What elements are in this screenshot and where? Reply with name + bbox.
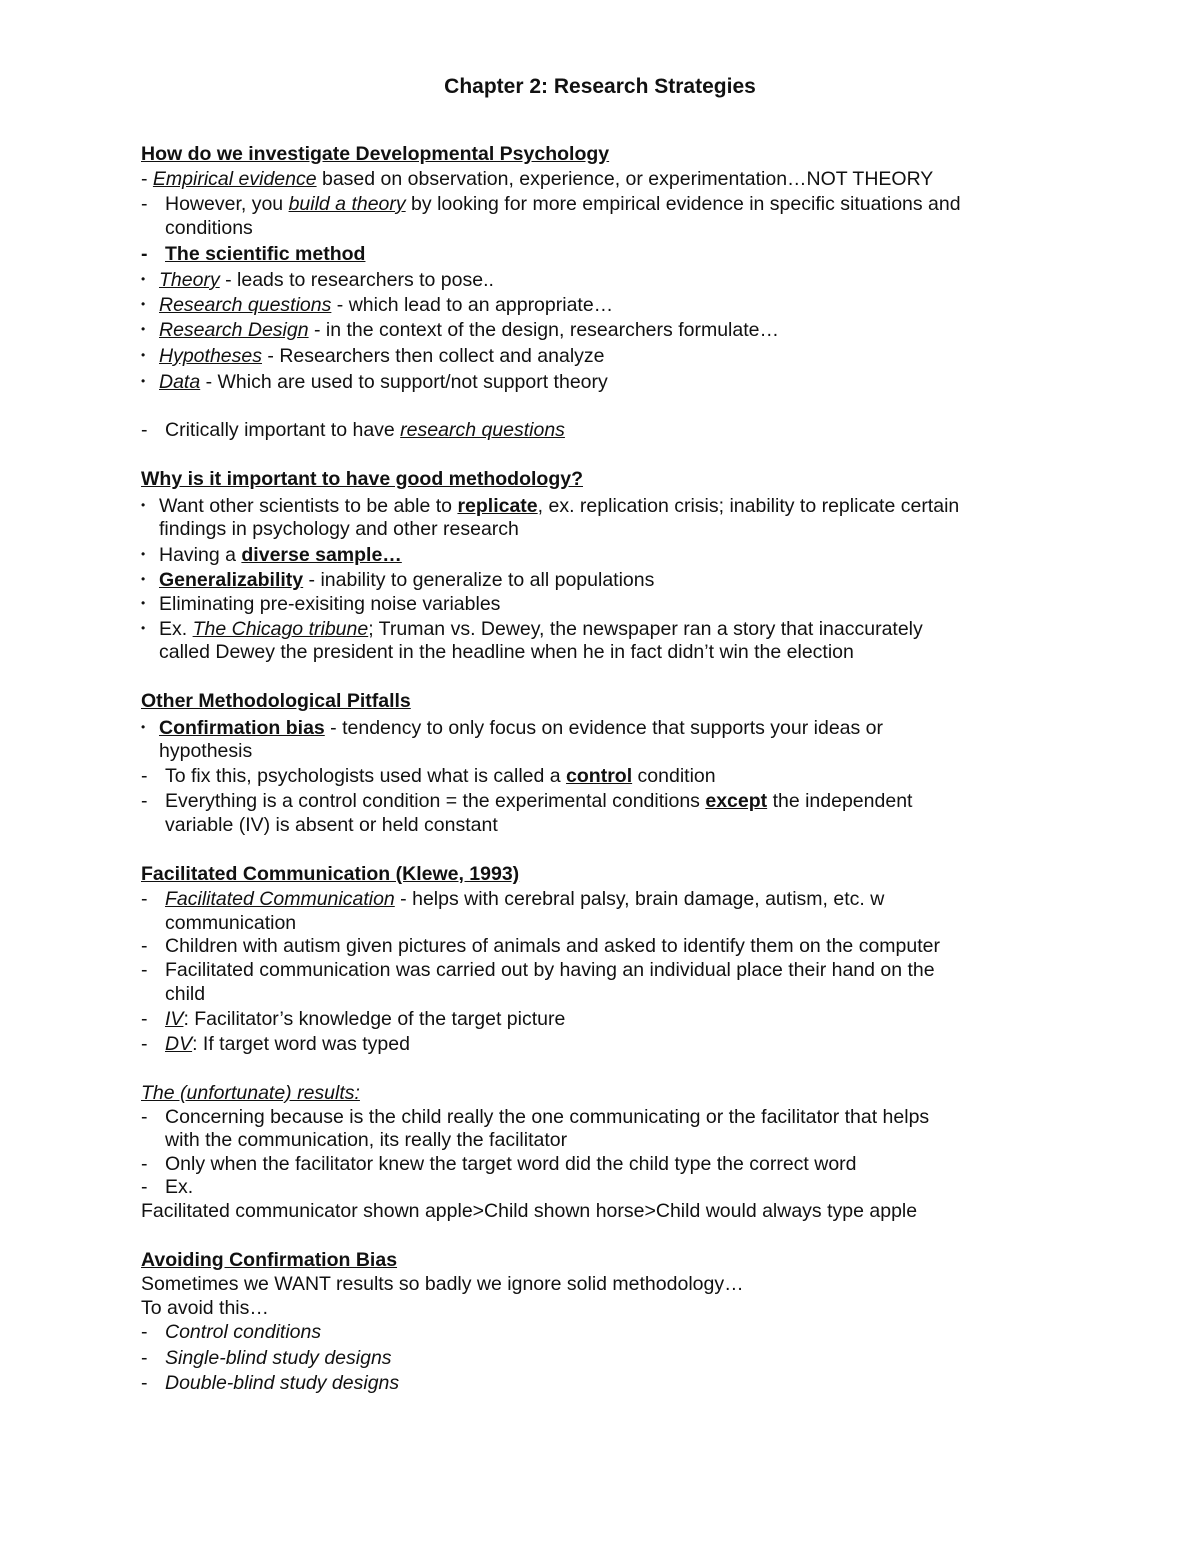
term-facilitated-communication: Facilitated Communication bbox=[165, 888, 395, 910]
list-item bbox=[141, 789, 1071, 813]
dash-marker: - bbox=[141, 1033, 148, 1055]
item-text: ; Truman vs. Dewey, the newspaper ran a story that inaccurately bbox=[368, 618, 923, 640]
term-confirmation-bias: Confirmation bias bbox=[159, 717, 325, 739]
list-item bbox=[141, 934, 1071, 958]
dash-marker: - bbox=[141, 168, 148, 190]
item-text: Only when the facilitator knew the target word did the child type the correct word bbox=[165, 1153, 857, 1175]
list-item bbox=[141, 418, 1071, 442]
bullet-marker: • bbox=[141, 272, 146, 286]
term-replicate: replicate bbox=[457, 495, 538, 517]
item-text: - inability to generalize to all populations bbox=[303, 569, 655, 591]
dash-marker: - bbox=[141, 790, 148, 812]
dash-marker: - bbox=[141, 1008, 148, 1030]
list-item bbox=[141, 369, 1071, 394]
bullet-marker: • bbox=[141, 374, 146, 388]
term-iv: IV bbox=[165, 1008, 184, 1030]
bullet-marker: • bbox=[141, 572, 146, 586]
list-item bbox=[141, 1032, 1071, 1056]
dash-marker: - bbox=[141, 1106, 148, 1128]
paragraph: Facilitated communicator shown apple>Child shown horse>Child would always type apple bbox=[141, 1200, 918, 1222]
item-text: Concerning because is the child really the one communicating or the facilitator that helps bbox=[165, 1106, 930, 1128]
section-heading-methodology: Why is it important to have good methodology? bbox=[141, 468, 583, 490]
item-text: Ex. bbox=[159, 618, 193, 640]
bullet-marker: • bbox=[141, 547, 146, 561]
item-text: : Facilitator’s knowledge of the target picture bbox=[183, 1008, 566, 1030]
list-item bbox=[141, 493, 1071, 518]
term-data: Data bbox=[159, 371, 201, 393]
section-heading-pitfalls: Other Methodological Pitfalls bbox=[141, 690, 411, 712]
list-item bbox=[141, 167, 1071, 191]
item-text: To fix this, psychologists used what is called a bbox=[165, 765, 567, 787]
item-text: - Which are used to support/not support theory bbox=[200, 371, 608, 393]
item-text: by looking for more empirical evidence in specific situations and bbox=[405, 193, 961, 215]
item-continuation: variable (IV) is absent or held constant bbox=[165, 814, 498, 836]
item-text: However, you bbox=[165, 193, 289, 215]
section-heading-investigate: How do we investigate Developmental Psychology bbox=[141, 143, 610, 165]
bullet-marker: • bbox=[141, 596, 146, 610]
dash-marker: - bbox=[141, 959, 148, 981]
section-heading-facilitated-communication: Facilitated Communication (Klewe, 1993) bbox=[141, 863, 520, 885]
list-item bbox=[141, 1320, 1071, 1344]
dash-marker: - bbox=[141, 193, 148, 215]
dash-marker: - bbox=[141, 1153, 148, 1175]
item-text: Having a bbox=[159, 544, 242, 566]
item-text: Want other scientists to be able to bbox=[159, 495, 458, 517]
dash-marker: - bbox=[141, 935, 148, 957]
paragraph: To avoid this… bbox=[141, 1297, 269, 1319]
item-text: : If target word was typed bbox=[192, 1033, 410, 1055]
item-text: - in the context of the design, researchers formulate… bbox=[308, 319, 779, 341]
item-text: - which lead to an appropriate… bbox=[331, 294, 614, 316]
item-text: - helps with cerebral palsy, brain damage, autism, etc. w bbox=[394, 888, 885, 910]
item-text: Critically important to have bbox=[165, 419, 401, 441]
list-item bbox=[141, 1371, 1071, 1395]
term-diverse-sample: diverse sample… bbox=[241, 544, 402, 566]
item-text: - tendency to only focus on evidence that supports your ideas or bbox=[324, 717, 884, 739]
dash-marker: - bbox=[141, 1321, 148, 1343]
dash-marker: - bbox=[141, 765, 148, 787]
dash-marker: - bbox=[141, 1372, 148, 1394]
dash-marker: - bbox=[141, 1347, 148, 1369]
item-text: Children with autism given pictures of animals and asked to identify them on the computer bbox=[165, 935, 940, 957]
term-generalizability: Generalizability bbox=[159, 569, 304, 591]
term-research-questions: Research questions bbox=[159, 294, 332, 316]
list-item bbox=[141, 958, 1071, 982]
list-item bbox=[141, 715, 1071, 740]
list-item bbox=[141, 616, 1071, 641]
list-item bbox=[141, 192, 1071, 216]
term-empirical-evidence: Empirical evidence bbox=[152, 168, 317, 190]
item-text: based on observation, experience, or experimentation…NOT THEORY bbox=[316, 168, 934, 190]
term-except: except bbox=[705, 790, 768, 812]
dash-marker: - bbox=[141, 243, 148, 265]
item-text: Single-blind study designs bbox=[165, 1347, 392, 1369]
item-continuation: hypothesis bbox=[159, 740, 253, 762]
list-item bbox=[141, 267, 1071, 292]
bullet-marker: • bbox=[141, 720, 146, 734]
bullet-marker: • bbox=[141, 348, 146, 362]
item-continuation: called Dewey the president in the headline when he in fact didn’t win the election bbox=[159, 641, 854, 663]
dash-marker: - bbox=[141, 1176, 148, 1198]
item-continuation: communication bbox=[165, 912, 297, 934]
dash-marker: - bbox=[141, 419, 148, 441]
list-item bbox=[141, 1175, 1071, 1199]
item-text: Control conditions bbox=[165, 1321, 322, 1343]
item-text: Double-blind study designs bbox=[165, 1372, 400, 1394]
list-item bbox=[141, 1152, 1071, 1176]
item-text: Facilitated communication was carried out by having an individual place their hand on the bbox=[165, 959, 935, 981]
section-heading-results: The (unfortunate) results: bbox=[141, 1082, 360, 1104]
term-dv: DV bbox=[165, 1033, 193, 1055]
list-item bbox=[141, 542, 1071, 567]
list-item bbox=[141, 317, 1071, 342]
list-item bbox=[141, 242, 1071, 266]
item-text: Eliminating pre-exisiting noise variables bbox=[159, 593, 501, 615]
term-scientific-method: The scientific method bbox=[165, 243, 366, 265]
item-continuation: with the communication, its really the facilitator bbox=[165, 1129, 568, 1151]
list-item bbox=[141, 887, 1071, 911]
item-text: - Researchers then collect and analyze bbox=[261, 345, 605, 367]
list-item bbox=[141, 764, 1071, 788]
list-item bbox=[141, 1007, 1071, 1031]
item-text: , ex. replication crisis; inability to replicate certain bbox=[537, 495, 960, 517]
list-item bbox=[141, 1105, 1071, 1129]
list-item bbox=[141, 1346, 1071, 1370]
item-continuation: findings in psychology and other research bbox=[159, 518, 519, 540]
term-research-questions: research questions bbox=[400, 419, 565, 441]
paragraph: Sometimes we WANT results so badly we ignore solid methodology… bbox=[141, 1273, 744, 1295]
term-hypotheses: Hypotheses bbox=[159, 345, 262, 367]
item-continuation: child bbox=[165, 983, 206, 1005]
bullet-marker: • bbox=[141, 297, 146, 311]
bullet-marker: • bbox=[141, 621, 146, 635]
bullet-marker: • bbox=[141, 498, 146, 512]
item-continuation: conditions bbox=[165, 217, 253, 239]
item-text: Ex. bbox=[165, 1176, 194, 1198]
term-build-a-theory: build a theory bbox=[288, 193, 406, 215]
term-chicago-tribune: The Chicago tribune bbox=[192, 618, 369, 640]
item-text: Everything is a control condition = the experimental conditions bbox=[165, 790, 706, 812]
list-item bbox=[141, 343, 1071, 368]
dash-marker: - bbox=[141, 888, 148, 910]
section-heading-avoiding-bias: Avoiding Confirmation Bias bbox=[141, 1249, 398, 1271]
term-theory: Theory bbox=[159, 269, 220, 291]
term-research-design: Research Design bbox=[159, 319, 309, 341]
list-item bbox=[141, 567, 1071, 592]
list-item bbox=[141, 292, 1071, 317]
item-text: the independent bbox=[767, 790, 913, 812]
bullet-marker: • bbox=[141, 322, 146, 336]
item-text: condition bbox=[632, 765, 716, 787]
list-item bbox=[141, 591, 1071, 616]
term-control: control bbox=[566, 765, 633, 787]
item-text: - leads to researchers to pose.. bbox=[219, 269, 494, 291]
page-title: Chapter 2: Research Strategies bbox=[444, 75, 756, 98]
